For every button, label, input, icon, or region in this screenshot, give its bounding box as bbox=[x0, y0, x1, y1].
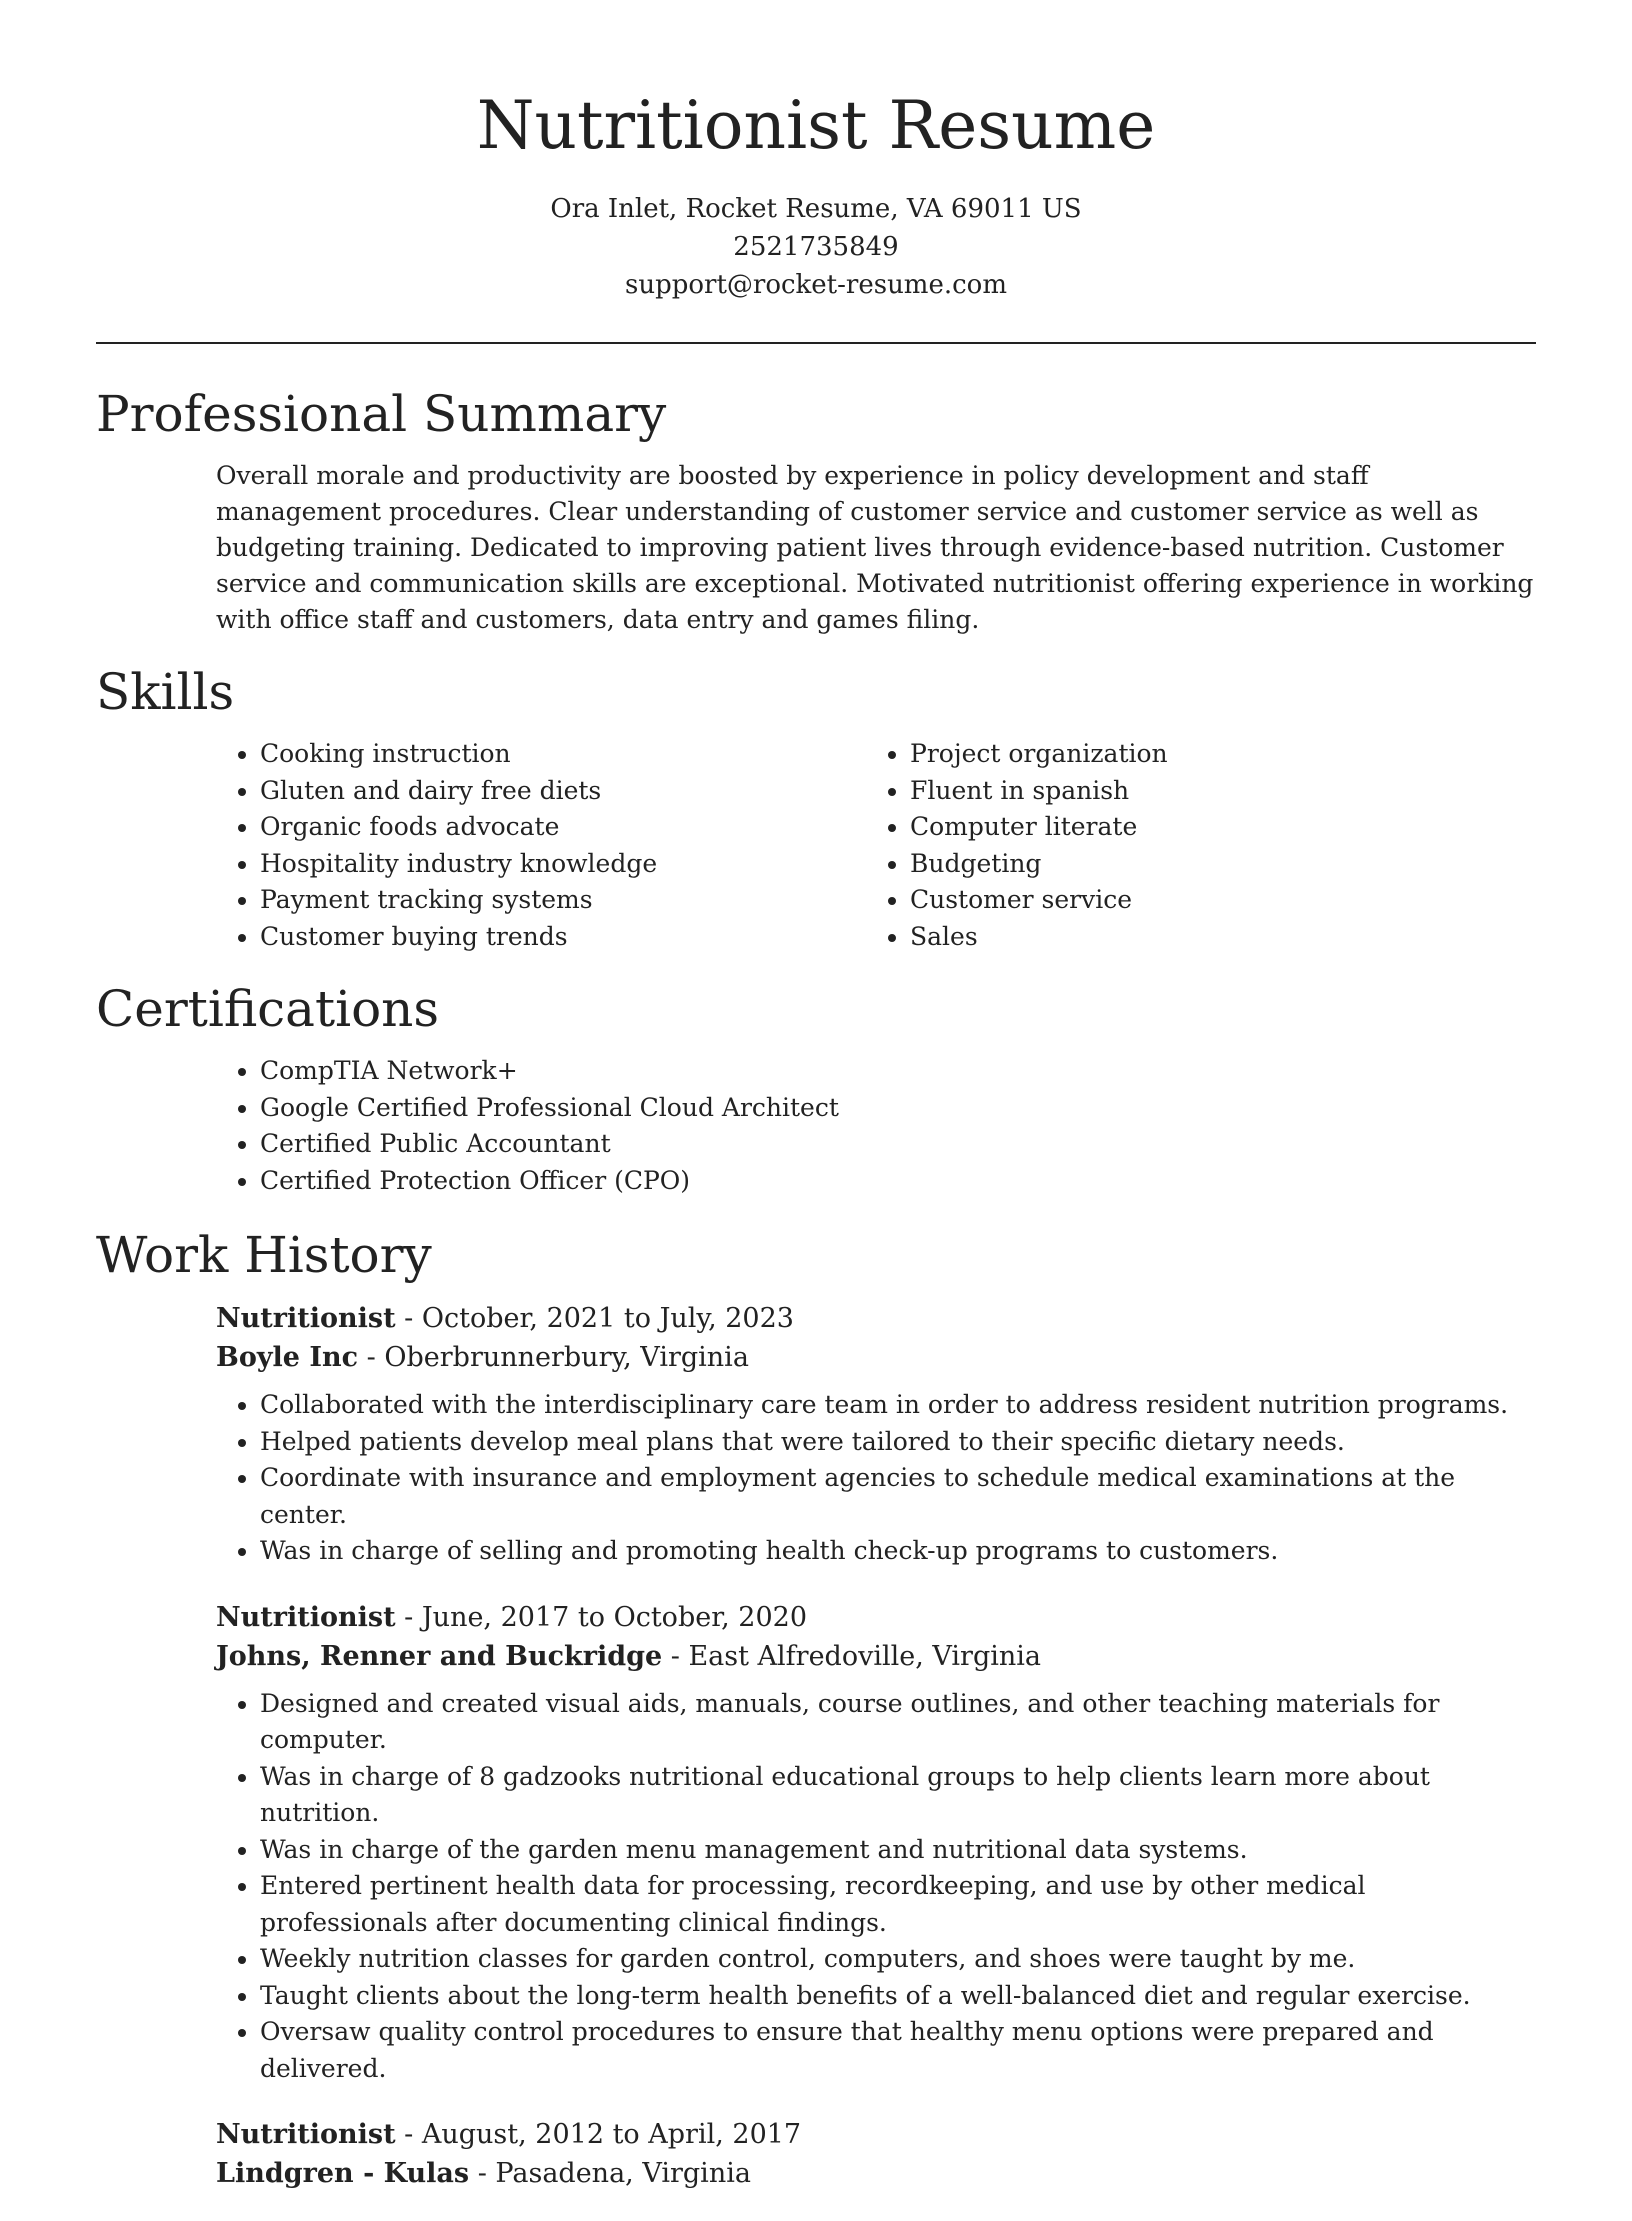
skill-item: • Organic foods advocate bbox=[260, 809, 866, 846]
certification-item: • Google Certified Professional Cloud Architect bbox=[260, 1090, 1536, 1127]
job-role: Nutritionist bbox=[216, 1303, 396, 1334]
skill-item: • Project organization bbox=[910, 736, 1516, 773]
job-bullet: • Was in charge of the garden menu management and nutritional data systems. bbox=[260, 1832, 1536, 1869]
job-bullet: • Taught clients about the long-term health benefits of a well-balanced diet and regular exercise. bbox=[260, 1978, 1536, 2015]
resume-title: Nutritionist Resume bbox=[476, 87, 1156, 164]
skill-item: • Customer buying trends bbox=[260, 919, 866, 956]
certification-item: • CompTIA Network+ bbox=[260, 1053, 1536, 1090]
skill-item: • Sales bbox=[910, 919, 1516, 956]
summary-section bbox=[96, 384, 1536, 638]
job-dates: - October, 2021 to July, 2023 bbox=[395, 1303, 794, 1334]
job-bullet: • Helped patients develop meal plans that were tailored to their specific dietary needs. bbox=[260, 1424, 1536, 1461]
job-entry bbox=[216, 1598, 1536, 2088]
skill-item: • Computer literate bbox=[910, 809, 1516, 846]
skills-heading: Skills bbox=[96, 663, 235, 721]
job-location: - Oberbrunnerbury, Virginia bbox=[358, 1342, 749, 1373]
resume-page bbox=[96, 0, 1536, 2221]
job-company: Boyle Inc bbox=[216, 1342, 359, 1373]
skill-item: • Budgeting bbox=[910, 846, 1516, 883]
contact-email: support@rocket-resume.com bbox=[624, 270, 1007, 300]
header-divider bbox=[96, 342, 1536, 344]
skill-item: • Gluten and dairy free diets bbox=[260, 773, 866, 810]
job-company: Johns, Renner and Buckridge bbox=[216, 1640, 663, 1672]
job-company-line bbox=[216, 1638, 1536, 1676]
contact-address: Ora Inlet, Rocket Resume, VA 69011 US bbox=[550, 194, 1082, 224]
job-bullet: • Weekly nutrition classes for garden control, computers, and shoes were taught by me. bbox=[260, 1941, 1536, 1978]
job-company-line bbox=[216, 2155, 1536, 2193]
certifications-section bbox=[96, 979, 1536, 1199]
contact-phone: 2521735849 bbox=[733, 232, 899, 262]
job-bullet: • Designed and created visual aids, manuals, course outlines, and other teaching materials for computer. bbox=[260, 1686, 1536, 1759]
job-company: Lindgren - Kulas bbox=[216, 2158, 470, 2189]
skills-section bbox=[96, 662, 1536, 955]
job-role: Nutritionist bbox=[216, 1601, 396, 1633]
work-history-section bbox=[96, 1225, 1536, 2193]
skills-column-left bbox=[216, 736, 866, 955]
job-dates: - August, 2012 to April, 2017 bbox=[395, 2119, 802, 2150]
certification-item: • Certified Public Accountant bbox=[260, 1126, 1536, 1163]
skill-item: • Payment tracking systems bbox=[260, 882, 866, 919]
job-title-line bbox=[216, 1598, 1536, 1638]
job-title-line bbox=[216, 2115, 1536, 2155]
job-location: - East Alfredoville, Virginia bbox=[662, 1640, 1041, 1672]
skill-item: • Customer service bbox=[910, 882, 1516, 919]
job-location: - Pasadena, Virginia bbox=[469, 2158, 751, 2189]
skills-column-right bbox=[866, 736, 1516, 955]
job-bullet: • Was in charge of selling and promoting health check-up programs to customers. bbox=[260, 1533, 1536, 1570]
summary-text: Overall morale and productivity are boosted by experience in policy development and staff management procedures. Clear understanding of customer service and customer service as well as budgeting training. Dedicated to improving patient lives through evidence-based nutrition. Customer service and communication skills are exceptional. Motivated nutritionist offering experience in working with office staff and customers, data entry and games filing. bbox=[216, 461, 1534, 634]
certifications-heading: Certifications bbox=[96, 980, 440, 1038]
job-title-line bbox=[216, 1299, 1536, 1339]
job-entry bbox=[216, 2115, 1536, 2193]
job-company-line bbox=[216, 1339, 1536, 1377]
job-bullet: • Was in charge of 8 gadzooks nutritional educational groups to help clients learn more about nutrition. bbox=[260, 1759, 1536, 1832]
job-bullet: • Entered pertinent health data for processing, recordkeeping, and use by other medical professionals after documenting clinical findings. bbox=[260, 1868, 1536, 1941]
job-bullet: • Coordinate with insurance and employment agencies to schedule medical examinations at the center. bbox=[260, 1460, 1536, 1533]
certification-item: • Certified Protection Officer (CPO) bbox=[260, 1163, 1536, 1200]
job-entry bbox=[216, 1299, 1536, 1570]
skill-item: • Hospitality industry knowledge bbox=[260, 846, 866, 883]
summary-heading: Professional Summary bbox=[96, 385, 667, 443]
job-dates: - June, 2017 to October, 2020 bbox=[395, 1601, 808, 1633]
job-bullet: • Collaborated with the interdisciplinary care team in order to address resident nutrition programs. bbox=[260, 1387, 1536, 1424]
work-history-heading: Work History bbox=[96, 1226, 432, 1284]
skill-item: • Fluent in spanish bbox=[910, 773, 1516, 810]
job-bullet: • Oversaw quality control procedures to ensure that healthy menu options were prepared and delivered. bbox=[260, 2014, 1536, 2087]
job-role: Nutritionist bbox=[216, 2119, 396, 2150]
skill-item: • Cooking instruction bbox=[260, 736, 866, 773]
resume-header bbox=[96, 0, 1536, 304]
